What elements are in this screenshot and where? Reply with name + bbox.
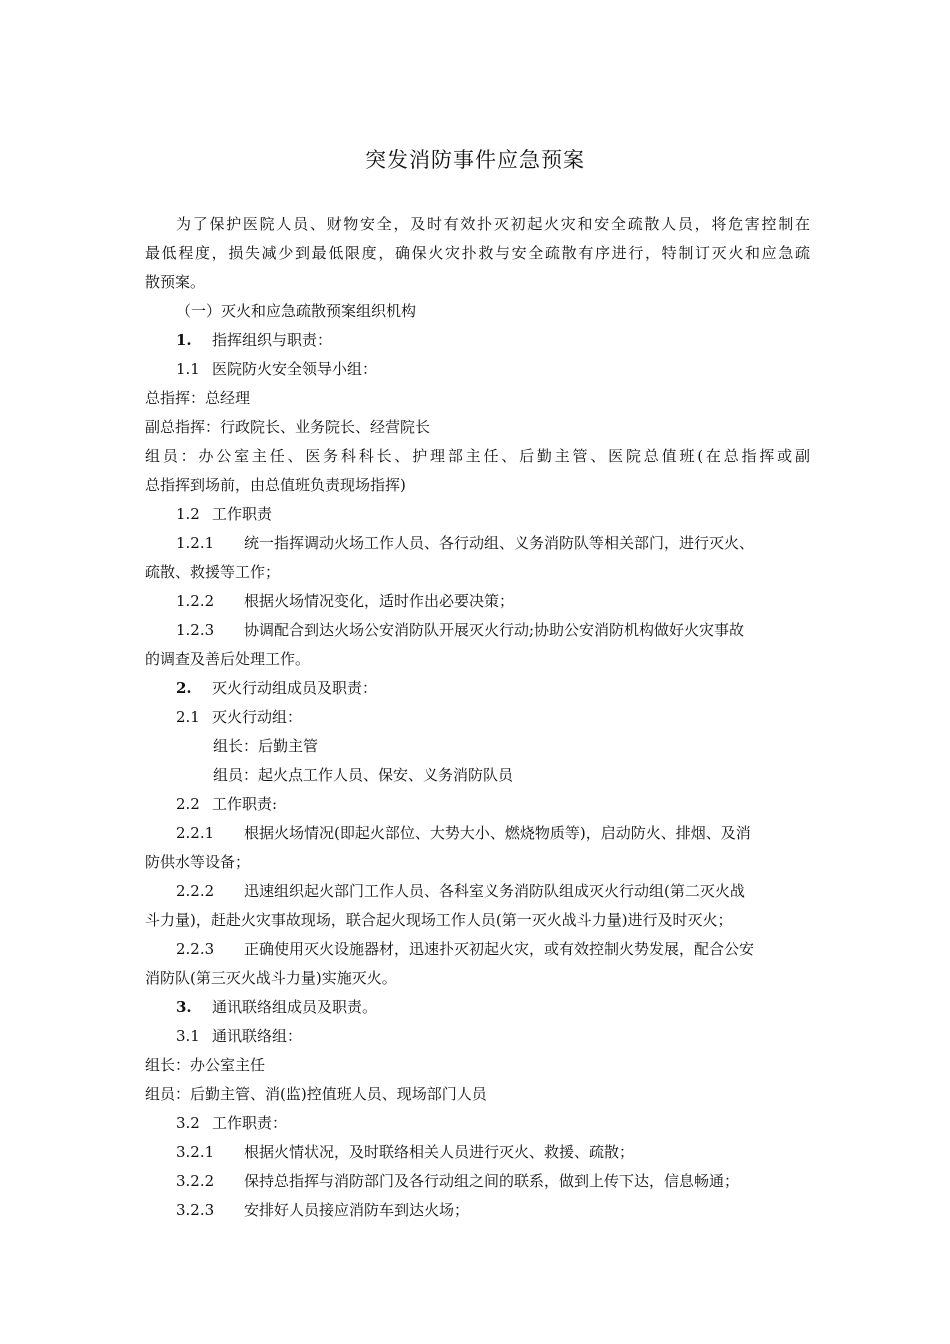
- item-number: 3.: [176, 998, 192, 1016]
- item-3-2-1: [145, 1138, 810, 1167]
- item-text: 医院防火安全领导小组：: [212, 360, 378, 378]
- item-number: 2.2.1: [176, 824, 215, 842]
- item-text: 根据火场情况(即起火部位、大势大小、燃烧物质等)，启动防火、排烟、及消: [244, 824, 751, 842]
- item-number: 2.1: [176, 708, 200, 726]
- intro-line-3: 散预案。: [145, 273, 206, 291]
- item-1-2-1: [145, 529, 810, 558]
- intro-line-2: 最低程度，损失减少到最低限度，确保火灾扑救与安全疏散有序进行，特制订灭火和应急疏: [145, 244, 810, 262]
- group-3-members: 组员：后勤主管、消(监)控值班人员、现场部门人员: [145, 1085, 487, 1103]
- item-number: 2.2.2: [176, 882, 215, 900]
- commander-line: 总指挥：总经理: [145, 389, 251, 407]
- members-line-1: 组员：办公室主任、医务科科长、护理部主任、后勤主管、医院总值班(在总指挥或副: [145, 447, 810, 465]
- item-2-2-1-continued: 防供水等设备；: [145, 853, 251, 871]
- item-text: 正确使用灭火设施器材，迅速扑灭初起火灾，或有效控制火势发展，配合公安: [244, 940, 755, 958]
- item-1-1: [145, 355, 810, 384]
- group-2-members: 组员：起火点工作人员、保安、义务消防队员: [213, 766, 514, 784]
- item-number: 2.: [176, 679, 192, 697]
- item-text: 指挥组织与职责：: [212, 331, 333, 349]
- item-text: 灭火行动组：: [212, 708, 303, 726]
- group-2-leader: 组长：后勤主管: [213, 737, 319, 755]
- item-3-2-2: [145, 1167, 810, 1196]
- item-text: 工作职责:: [212, 795, 278, 813]
- item-text: 协调配合到达火场公安消防队开展灭火行动;协助公安消防机构做好火灾事故: [244, 621, 745, 639]
- item-1-2-2: [145, 587, 810, 616]
- item-text: 工作职责：: [212, 1114, 288, 1132]
- item-1-2-1-continued: 疏散、救援等工作；: [145, 563, 281, 581]
- item-2-2-2: [145, 877, 810, 906]
- item-number: 1.2.1: [176, 534, 215, 552]
- item-1-2-3: [145, 616, 810, 645]
- page-title: 突发消防事件应急预案: [365, 148, 585, 172]
- item-text: 安排好人员接应消防车到达火场；: [244, 1201, 470, 1219]
- item-2-2-3-continued: 消防队(第三灭火战斗力量)实施灭火。: [145, 969, 397, 987]
- item-text: 根据火情状况，及时联络相关人员进行灭火、救援、疏散；: [244, 1143, 635, 1161]
- item-number: 3.2.2: [176, 1172, 215, 1190]
- item-number: 3.2: [176, 1114, 200, 1132]
- item-text: 迅速组织起火部门工作人员、各科室义务消防队组成灭火行动组(第二灭火战: [244, 882, 745, 900]
- item-text: 通讯联络组成员及职责。: [212, 998, 378, 1016]
- item-3: [145, 993, 810, 1022]
- item-1-2: [145, 500, 810, 529]
- deputy-commander-line: 副总指挥：行政院长、业务院长、经营院长: [145, 418, 431, 436]
- item-text: 通讯联络组：: [212, 1027, 303, 1045]
- item-2-2: [145, 790, 810, 819]
- item-2-2-1: [145, 819, 810, 848]
- item-text: 根据火场情况变化，适时作出必要决策；: [244, 592, 515, 610]
- item-3-1: [145, 1022, 810, 1051]
- item-number: 2.2.3: [176, 940, 215, 958]
- item-3-2-3: [145, 1196, 810, 1225]
- item-text: 统一指挥调动火场工作人员、各行动组、义务消防队等相关部门，进行灭火、: [244, 534, 755, 552]
- item-2-1: [145, 703, 810, 732]
- group-3-leader: 组长：办公室主任: [145, 1056, 266, 1074]
- item-2-2-3: [145, 935, 810, 964]
- item-number: 1.2: [176, 505, 200, 523]
- item-number: 3.2.1: [176, 1143, 215, 1161]
- item-2-2-2-continued: 斗力量)，赶赴火灾事故现场，联合起火现场工作人员(第一灭火战斗力量)进行及时灭火；: [145, 911, 733, 929]
- item-number: 1.2.2: [176, 592, 215, 610]
- item-3-2: [145, 1109, 810, 1138]
- item-number: 3.1: [176, 1027, 200, 1045]
- item-1: [145, 326, 810, 355]
- item-text: 灭火行动组成员及职责：: [212, 679, 378, 697]
- document-body: [145, 210, 810, 1225]
- item-text: 工作职责: [212, 505, 273, 523]
- item-number: 1.2.3: [176, 621, 215, 639]
- section-heading: （一）灭火和应急疏散预案组织机构: [176, 302, 417, 320]
- item-number: 1.1: [176, 360, 200, 378]
- item-text: 保持总指挥与消防部门及各行动组之间的联系，做到上传下达，信息畅通；: [244, 1172, 740, 1190]
- intro-line-1: 为了保护医院人员、财物安全，及时有效扑灭初起火灾和安全疏散人员，将危害控制在: [176, 215, 810, 233]
- item-2: [145, 674, 810, 703]
- members-line-2: 总指挥到场前，由总值班负责现场指挥): [145, 476, 406, 494]
- item-number: 3.2.3: [176, 1201, 215, 1219]
- item-number: 1.: [176, 331, 192, 349]
- item-1-2-3-continued: 的调查及善后处理工作。: [145, 650, 311, 668]
- item-number: 2.2: [176, 795, 200, 813]
